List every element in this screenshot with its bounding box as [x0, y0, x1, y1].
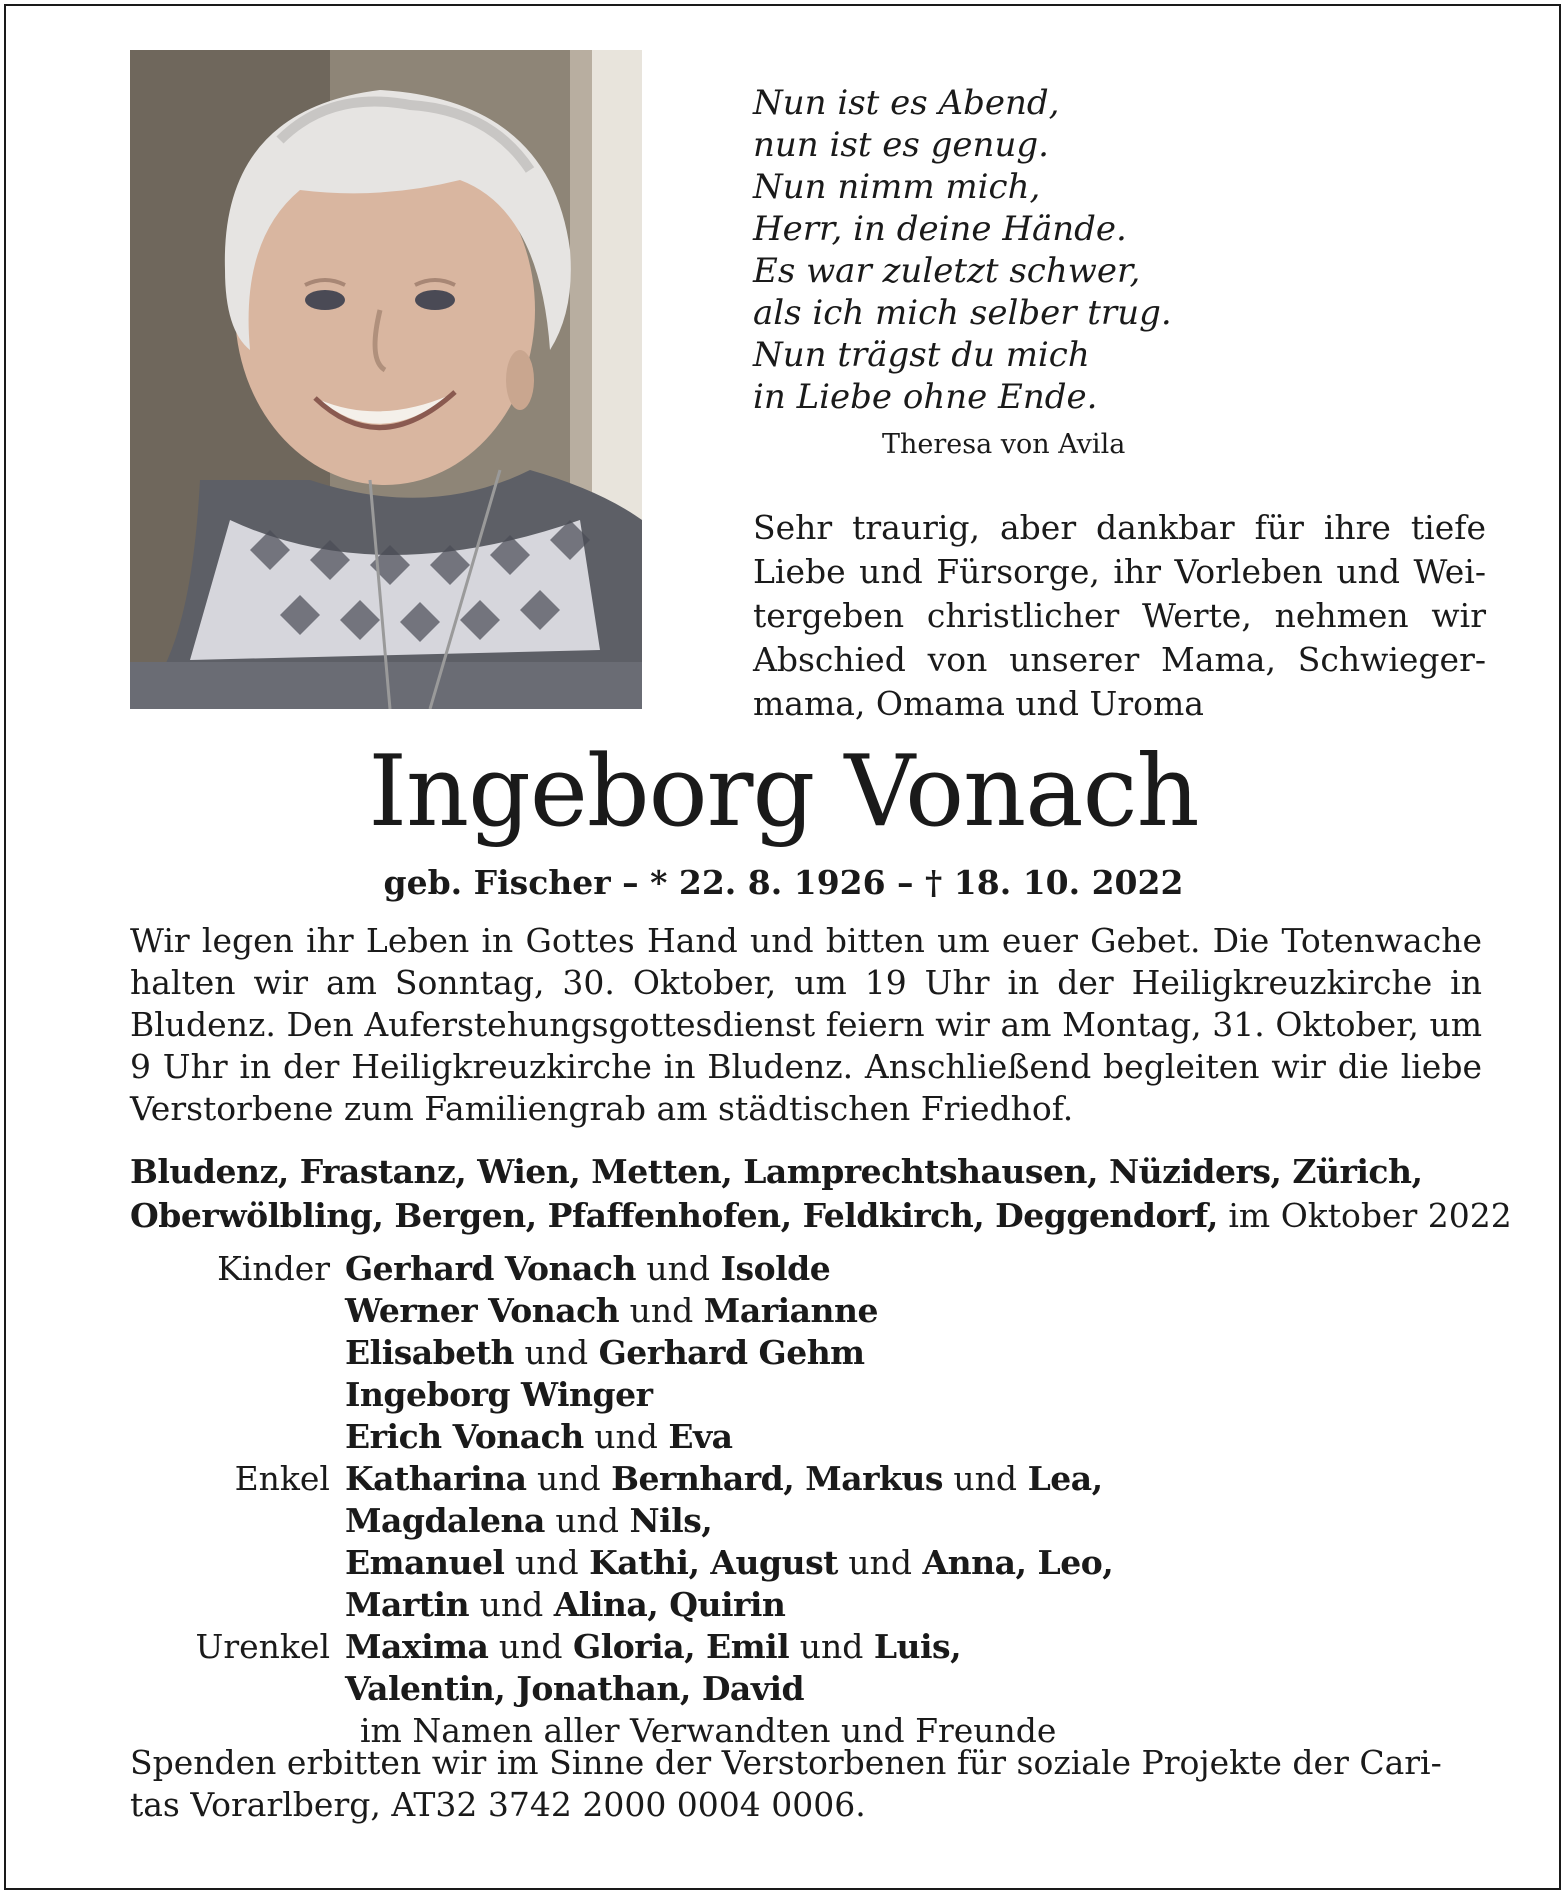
poem-line: nun ist es genug.: [753, 125, 1049, 165]
poem: [753, 82, 1253, 418]
family-label: Enkel: [234, 1459, 330, 1498]
family-group-enkel: [130, 1458, 1482, 1626]
intro-text: [753, 506, 1486, 726]
poem-line: Nun nimm mich,: [753, 167, 1041, 207]
announcement-line: halten wir am Sonntag, 30. Oktober, um 19 Uhr in der Heiligkreuzkirche in: [130, 963, 1482, 1002]
life-dates: geb. Fischer – * 22. 8. 1926 – † 18. 10. 2022: [383, 863, 1184, 902]
family-line: Katharina und Bernhard, Markus und Lea,: [345, 1459, 1103, 1498]
family-line: Werner Vonach und Marianne: [345, 1291, 878, 1330]
elderly-woman-portrait-icon: [130, 50, 642, 709]
poem-line: Es war zuletzt schwer,: [753, 251, 1141, 291]
announcement-line: Bludenz. Den Auferstehungsgottesdienst feiern wir am Montag, 31. Oktober, um: [130, 1005, 1482, 1044]
poem-author: Theresa von Avila: [882, 429, 1126, 460]
intro-line: mama, Omama und Uroma: [753, 684, 1204, 723]
poem-line: in Liebe ohne Ende.: [753, 377, 1098, 417]
family-closing: im Namen aller Verwandten und Freunde: [360, 1711, 1057, 1750]
intro-line: Sehr traurig, aber dankbar für ihre tiefe: [753, 508, 1486, 547]
places-line: Oberwölbling, Bergen, Pfaffenhofen, Feldkirch, Deggendorf,: [130, 1196, 1218, 1235]
poem-line: Herr, in deine Hände.: [753, 209, 1127, 249]
family-label: Urenkel: [195, 1627, 330, 1666]
family-line: Ingeborg Winger: [345, 1375, 653, 1414]
announcement-text: [130, 920, 1482, 1130]
family-line: Magdalena und Nils,: [345, 1501, 713, 1540]
donation-note: [130, 1742, 1482, 1826]
family-line: Maxima und Gloria, Emil und Luis,: [345, 1627, 962, 1666]
announcement-line: 9 Uhr in der Heiligkreuzkirche in Bludenz. Anschließend begleiten wir die liebe: [130, 1047, 1482, 1086]
family-line: Gerhard Vonach und Isolde: [345, 1249, 831, 1288]
family-line: Valentin, Jonathan, David: [345, 1669, 805, 1708]
family-label: Kinder: [217, 1249, 330, 1288]
family-line: Emanuel und Kathi, August und Anna, Leo,: [345, 1543, 1114, 1582]
family-line: Martin und Alina, Quirin: [345, 1585, 786, 1624]
announcement-line: Wir legen ihr Leben in Gottes Hand und bitten um euer Gebet. Die Totenwache: [130, 921, 1482, 960]
donation-line: Spenden erbitten wir im Sinne der Verstorbenen für soziale Projekte der Cari-: [130, 1743, 1442, 1782]
deceased-name: Ingeborg Vonach: [368, 735, 1199, 849]
family-line: Erich Vonach und Eva: [345, 1417, 733, 1456]
portrait-photo: [130, 50, 642, 709]
family-line: Elisabeth und Gerhard Gehm: [345, 1333, 865, 1372]
donation-line: tas Vorarlberg, AT32 3742 2000 0004 0006.: [130, 1785, 866, 1824]
poem-line: Nun ist es Abend,: [753, 83, 1060, 123]
intro-line: Liebe und Fürsorge, ihr Vorleben und Wei-: [753, 552, 1486, 591]
places-line: Bludenz, Frastanz, Wien, Metten, Lamprechtshausen, Nüziders, Zürich,: [130, 1152, 1423, 1191]
poem-line: als ich mich selber trug.: [753, 293, 1172, 333]
intro-line: tergeben christlicher Werte, nehmen wir: [753, 596, 1486, 635]
family-group-urenkel: [130, 1626, 1482, 1710]
intro-line: Abschied von unserer Mama, Schwieger-: [753, 640, 1486, 679]
family-list: [130, 1248, 1482, 1752]
poem-line: Nun trägst du mich: [753, 335, 1090, 375]
notice-date: im Oktober 2022: [1217, 1196, 1512, 1235]
places-and-date: [130, 1150, 1512, 1238]
announcement-line: Verstorbene zum Familiengrab am städtischen Friedhof.: [130, 1089, 1074, 1128]
family-group-kinder: [130, 1248, 1482, 1458]
